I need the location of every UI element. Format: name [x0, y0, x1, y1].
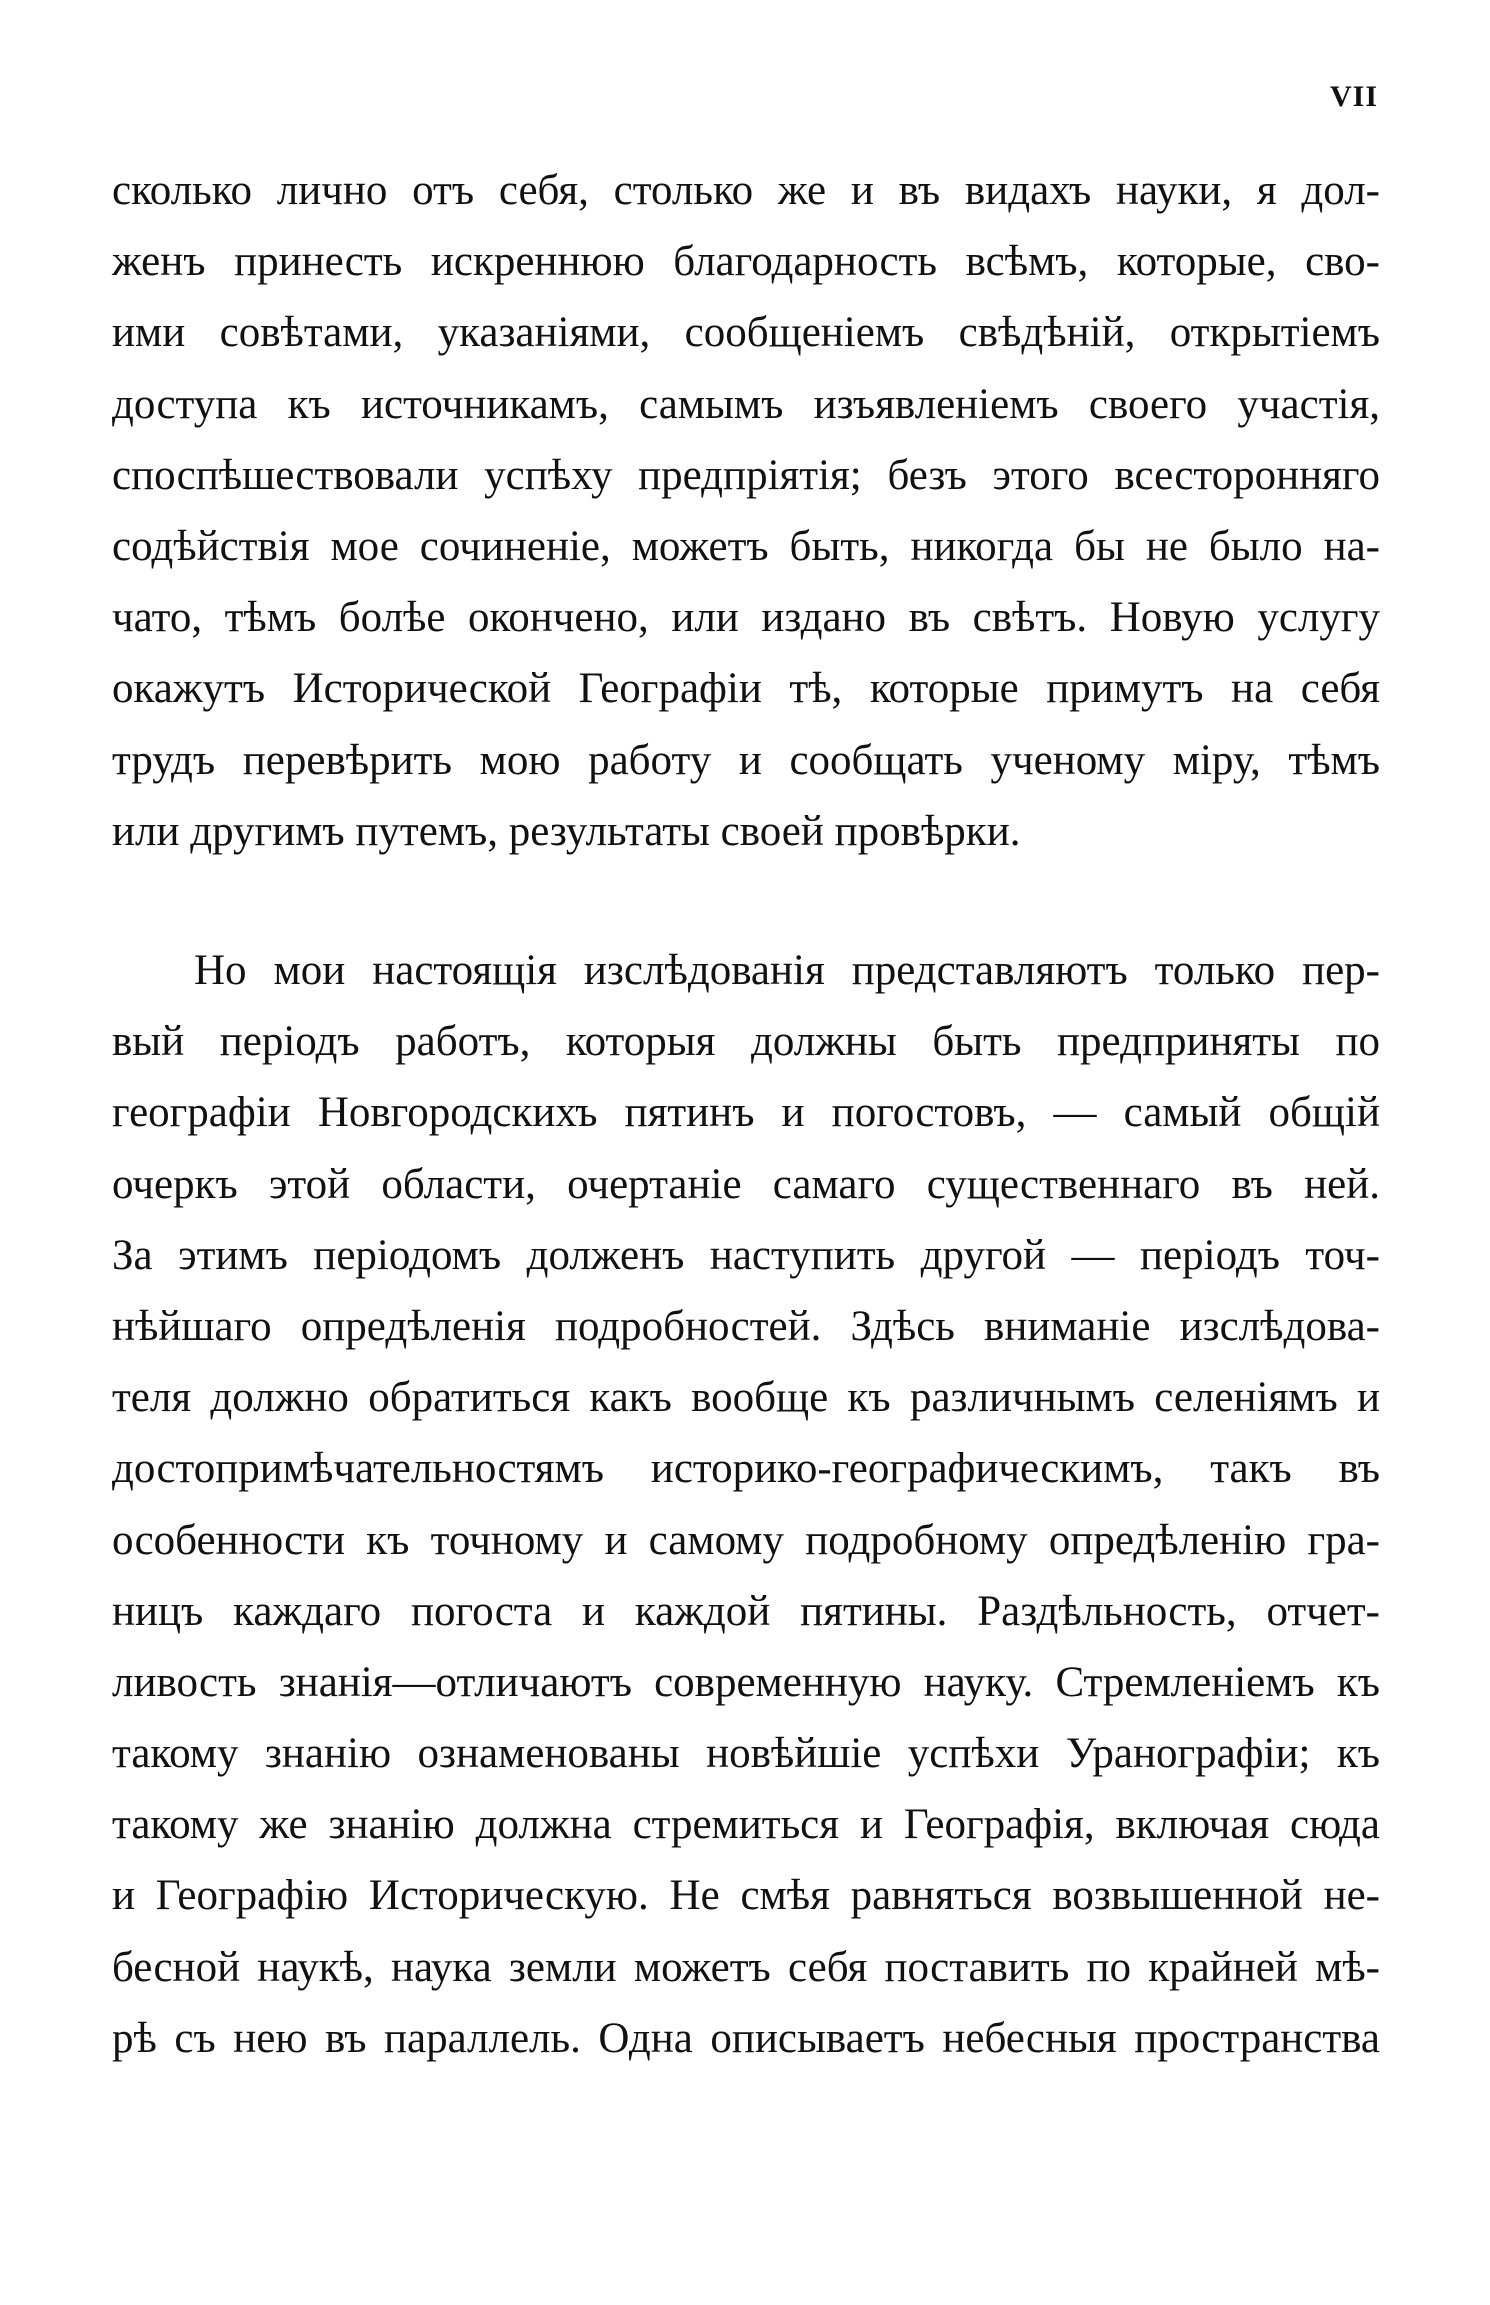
text-line: трудъ перевѣрить мою работу и сообщать ученому міру, тѣмъ [112, 736, 1380, 784]
text-line: географіи Новгородскихъ пятинъ и погостовъ, — самый общій [112, 1089, 1380, 1137]
page-number: VII [1329, 80, 1378, 113]
text-line: ими совѣтами, указаніями, сообщеніемъ свѣдѣній, открытіемъ [112, 309, 1380, 357]
text-line: такому знанію ознаменованы новѣйшіе успѣхи Уранографіи; къ [112, 1730, 1380, 1778]
text-line: За этимъ періодомъ долженъ наступить другой — періодъ точ- [112, 1231, 1380, 1279]
text-line: Но мои настоящія изслѣдованія представляютъ только пер- [194, 947, 1380, 994]
text-line: чато, тѣмъ болѣе окончено, или издано въ свѣтъ. Новую услугу [112, 594, 1380, 642]
text-line: вый періодъ работъ, которыя должны быть предприняты по [112, 1018, 1380, 1066]
text-line: и Географію Историческую. Не смѣя равняться возвышенной не- [112, 1872, 1380, 1920]
text-line: теля должно обратиться какъ вообще къ различнымъ селеніямъ и [112, 1374, 1380, 1422]
text-line: ливость знанія—отличаютъ современную науку. Стремленіемъ къ [112, 1658, 1380, 1706]
text-line: окажутъ Исторической Географіи тѣ, которые примутъ на себя [112, 665, 1380, 713]
text-line: ницъ каждаго погоста и каждой пятины. Раздѣльность, отчет- [112, 1587, 1380, 1635]
text-line: достопримѣчательностямъ историко-географическимъ, такъ въ [112, 1445, 1380, 1493]
text-line: особенности къ точному и самому подробному опредѣленію гра- [112, 1516, 1380, 1564]
text-line: очеркъ этой области, очертаніе самаго существеннаго въ ней. [112, 1160, 1380, 1208]
text-line: содѣйствія мое сочиненіе, можетъ быть, никогда бы не было на- [112, 522, 1380, 570]
text-line: такому же знанію должна стремиться и Географія, включая сюда [112, 1801, 1380, 1849]
text-line: рѣ съ нею въ параллель. Одна описываетъ небесныя пространства [112, 2014, 1380, 2062]
paragraph-1 [112, 155, 1380, 867]
text-line: нѣйшаго опредѣленія подробностей. Здѣсь вниманіе изслѣдова- [112, 1302, 1380, 1350]
text-line: или другимъ путемъ, результаты своей провѣрки. [112, 807, 1021, 855]
text-line: сколько лично отъ себя, столько же и въ видахъ науки, я дол- [112, 167, 1380, 214]
text-line: бесной наукѣ, наука земли можетъ себя поставить по крайней мѣ- [112, 1943, 1380, 1991]
paragraph-2 [112, 935, 1380, 2074]
text-line: доступа къ источникамъ, самымъ изъявленіемъ своего участія, [112, 380, 1380, 428]
text-line: женъ принесть искреннюю благодарность всѣмъ, которые, сво- [112, 238, 1380, 286]
text-line: споспѣшествовали успѣху предпріятія; безъ этого всесторонняго [112, 451, 1380, 499]
